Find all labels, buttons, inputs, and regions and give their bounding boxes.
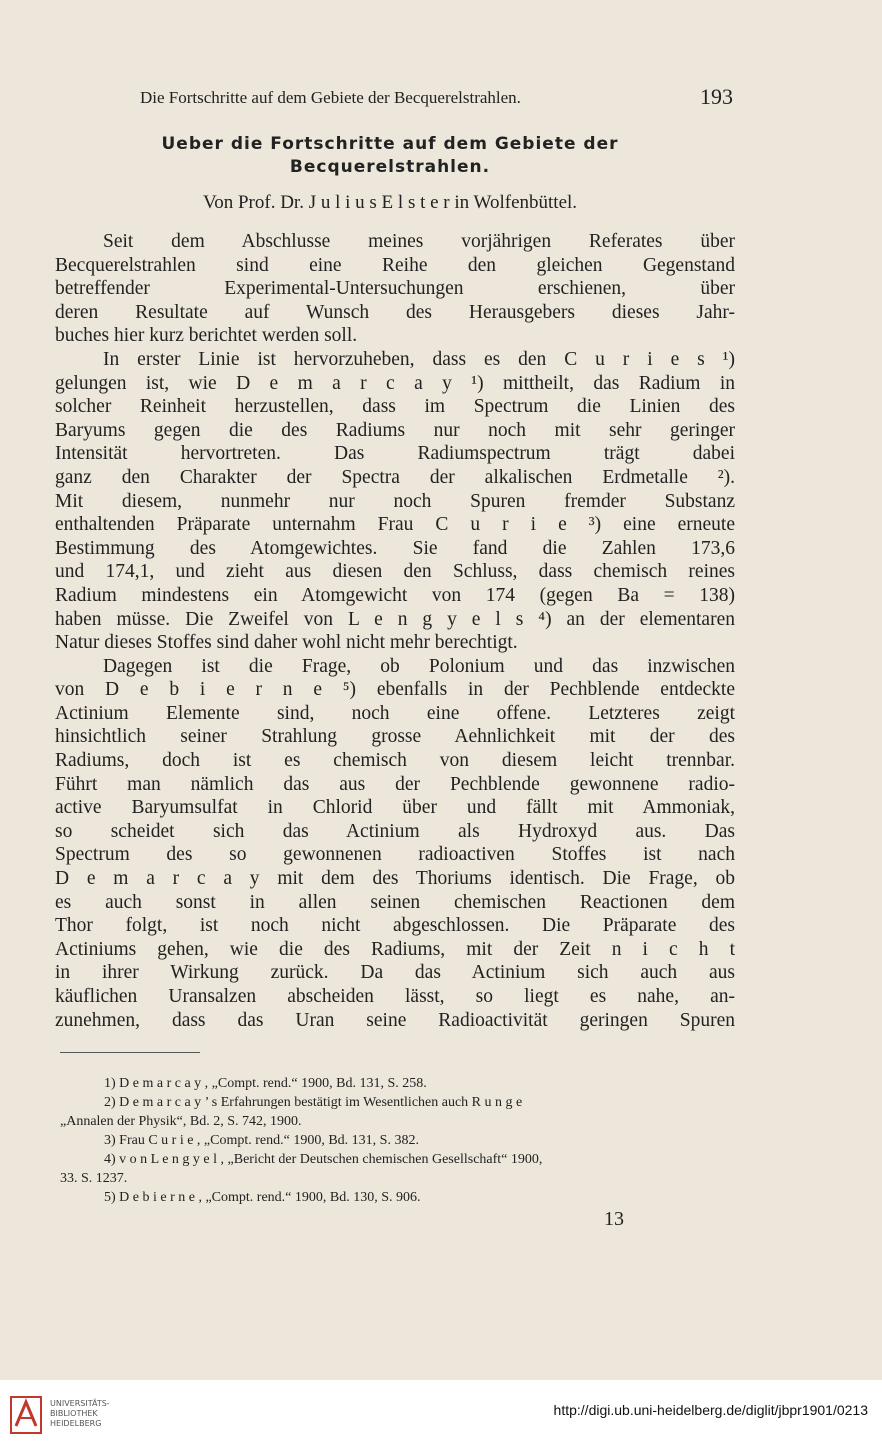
library-logo-text	[50, 1399, 110, 1429]
author-line: Von Prof. Dr. J u l i u s E l s t e r in Wolfenbüttel.	[202, 192, 578, 213]
viewer-footer	[0, 1380, 882, 1448]
body-line: buches hier kurz berichtet werden soll.	[55, 325, 358, 347]
footnotes	[60, 1074, 740, 1207]
body-line: Natur dieses Stoffes sind daher wohl nicht mehr berechtigt.	[55, 632, 518, 654]
body-line: Dagegen ist die Frage, ob Polonium und das inzwischen	[103, 655, 735, 677]
running-head-title: Die Fortschritte auf dem Gebiete der Becquerelstrahlen.	[140, 88, 521, 107]
body-line: Intensität hervortreten. Das Radiumspectrum trägt dabei	[55, 443, 735, 465]
footnote-continuation: 33. S. 1237.	[60, 1171, 128, 1186]
page-number: 193	[700, 84, 733, 109]
body-line: käuflichen Uransalzen abscheiden lässt, so liegt es nahe, an-	[55, 986, 735, 1007]
body-line: Radium mindestens ein Atomgewicht von 174 (gegen Ba = 138)	[55, 584, 735, 606]
body-line: Führt man nämlich das aus der Pechblende gewonnene radio-	[55, 773, 735, 795]
body-line: Bestimmung des Atomgewichtes. Sie fand die Zahlen 173,6	[55, 537, 735, 559]
body-line: hinsichtlich seiner Strahlung grosse Aehnlichkeit mit der des	[55, 726, 735, 748]
body-line: solcher Reinheit herzustellen, dass im Spectrum die Linien des	[55, 396, 735, 418]
body-line: Seit dem Abschlusse meines vorjährigen Referates über	[103, 231, 735, 252]
body-line: es auch sonst in allen seinen chemischen Reactionen dem	[55, 891, 735, 913]
body-line: zunehmen, dass das Uran seine Radioactivität geringen Spuren	[55, 1009, 735, 1031]
body-line: Actinium Elemente sind, noch eine offene. Letzteres zeigt	[55, 702, 735, 724]
body-line: Spectrum des so gewonnenen radioactiven Stoffes ist nach	[55, 844, 735, 866]
article-title-line-1: Ueber die Fortschritte auf dem Gebiete der	[161, 134, 619, 154]
body-line: In erster Linie ist hervorzuheben, dass es den C u r i e s ¹)	[103, 348, 735, 370]
logo-line-3: HEIDELBERG	[50, 1419, 102, 1428]
footnote: 1) D e m a r c a y , „Compt. rend.“ 1900, Bd. 131, S. 258.	[104, 1076, 427, 1091]
library-logo[interactable]	[10, 1394, 110, 1438]
body-line: so scheidet sich das Actinium als Hydroxyd aus. Das	[55, 820, 735, 842]
body-line: deren Resultate auf Wunsch des Herausgebers dieses Jahr-	[55, 301, 735, 323]
footnote: 3) Frau C u r i e , „Compt. rend.“ 1900, Bd. 131, S. 382.	[104, 1133, 419, 1148]
body-line: Thor folgt, ist noch nicht abgeschlossen. Die Präparate des	[55, 915, 735, 937]
body-line: in ihrer Wirkung zurück. Da das Actinium sich auch aus	[55, 962, 735, 984]
body-line: D e m a r c a y mit dem des Thoriums identisch. Die Frage, ob	[55, 868, 735, 890]
body-line: und 174,1, und zieht aus diesen den Schluss, dass chemisch reines	[55, 561, 735, 583]
article-title-line-2: Becquerelstrahlen.	[289, 157, 491, 177]
article-title	[60, 133, 720, 179]
body-line: Mit diesem, nunmehr nur noch Spuren fremder Substanz	[55, 490, 735, 512]
body-line: active Baryumsulfat in Chlorid über und fällt mit Ammoniak,	[55, 797, 735, 819]
footnote-continuation: „Annalen der Physik“, Bd. 2, S. 742, 1900.	[60, 1114, 302, 1129]
body-line: Becquerelstrahlen sind eine Reihe den gleichen Gegenstand	[55, 254, 735, 276]
body-line: Actiniums gehen, wie die des Radiums, mit der Zeit n i c h t	[55, 938, 735, 960]
footnote: 2) D e m a r c a y ’ s Erfahrungen bestätigt im Wesentlichen auch R u n g e	[104, 1095, 523, 1110]
body-line: haben müsse. Die Zweifel von L e n g y e l s ⁴) an der elementaren	[55, 608, 735, 630]
body-line: gelungen ist, wie D e m a r c a y ¹) mittheilt, das Radium in	[55, 372, 735, 394]
signature-mark: 13	[604, 1208, 624, 1230]
logo-line-1: UNIVERSITÄTS-	[50, 1399, 110, 1408]
footnote-divider	[60, 1052, 200, 1053]
footnote: 5) D e b i e r n e , „Compt. rend.“ 1900, Bd. 130, S. 906.	[104, 1190, 421, 1205]
body-line: Baryums gegen die des Radiums nur noch mit sehr geringer	[55, 419, 735, 441]
footnote: 4) v o n L e n g y e l , „Bericht der Deutschen chemischen Gesellschaft“ 1900,	[104, 1152, 543, 1167]
body-line: ganz den Charakter der Spectra der alkalischen Erdmetalle ²).	[55, 466, 735, 488]
body-line: von D e b i e r n e ⁵) ebenfalls in der Pechblende entdeckte	[55, 679, 735, 701]
logo-line-2: BIBLIOTHEK	[50, 1409, 98, 1418]
permalink-url[interactable]: http://digi.ub.uni-heidelberg.de/diglit/jbpr1901/0213	[553, 1402, 868, 1418]
body-line: enthaltenden Präparate unternahm Frau C u r i e ³) eine erneute	[55, 514, 735, 536]
library-crest-icon	[10, 1396, 42, 1434]
body-line: Radiums, doch ist es chemisch von diesem leicht trennbar.	[55, 750, 735, 772]
body-text	[55, 230, 735, 1032]
body-line: betreffender Experimental-Untersuchungen erschienen, über	[55, 278, 735, 300]
